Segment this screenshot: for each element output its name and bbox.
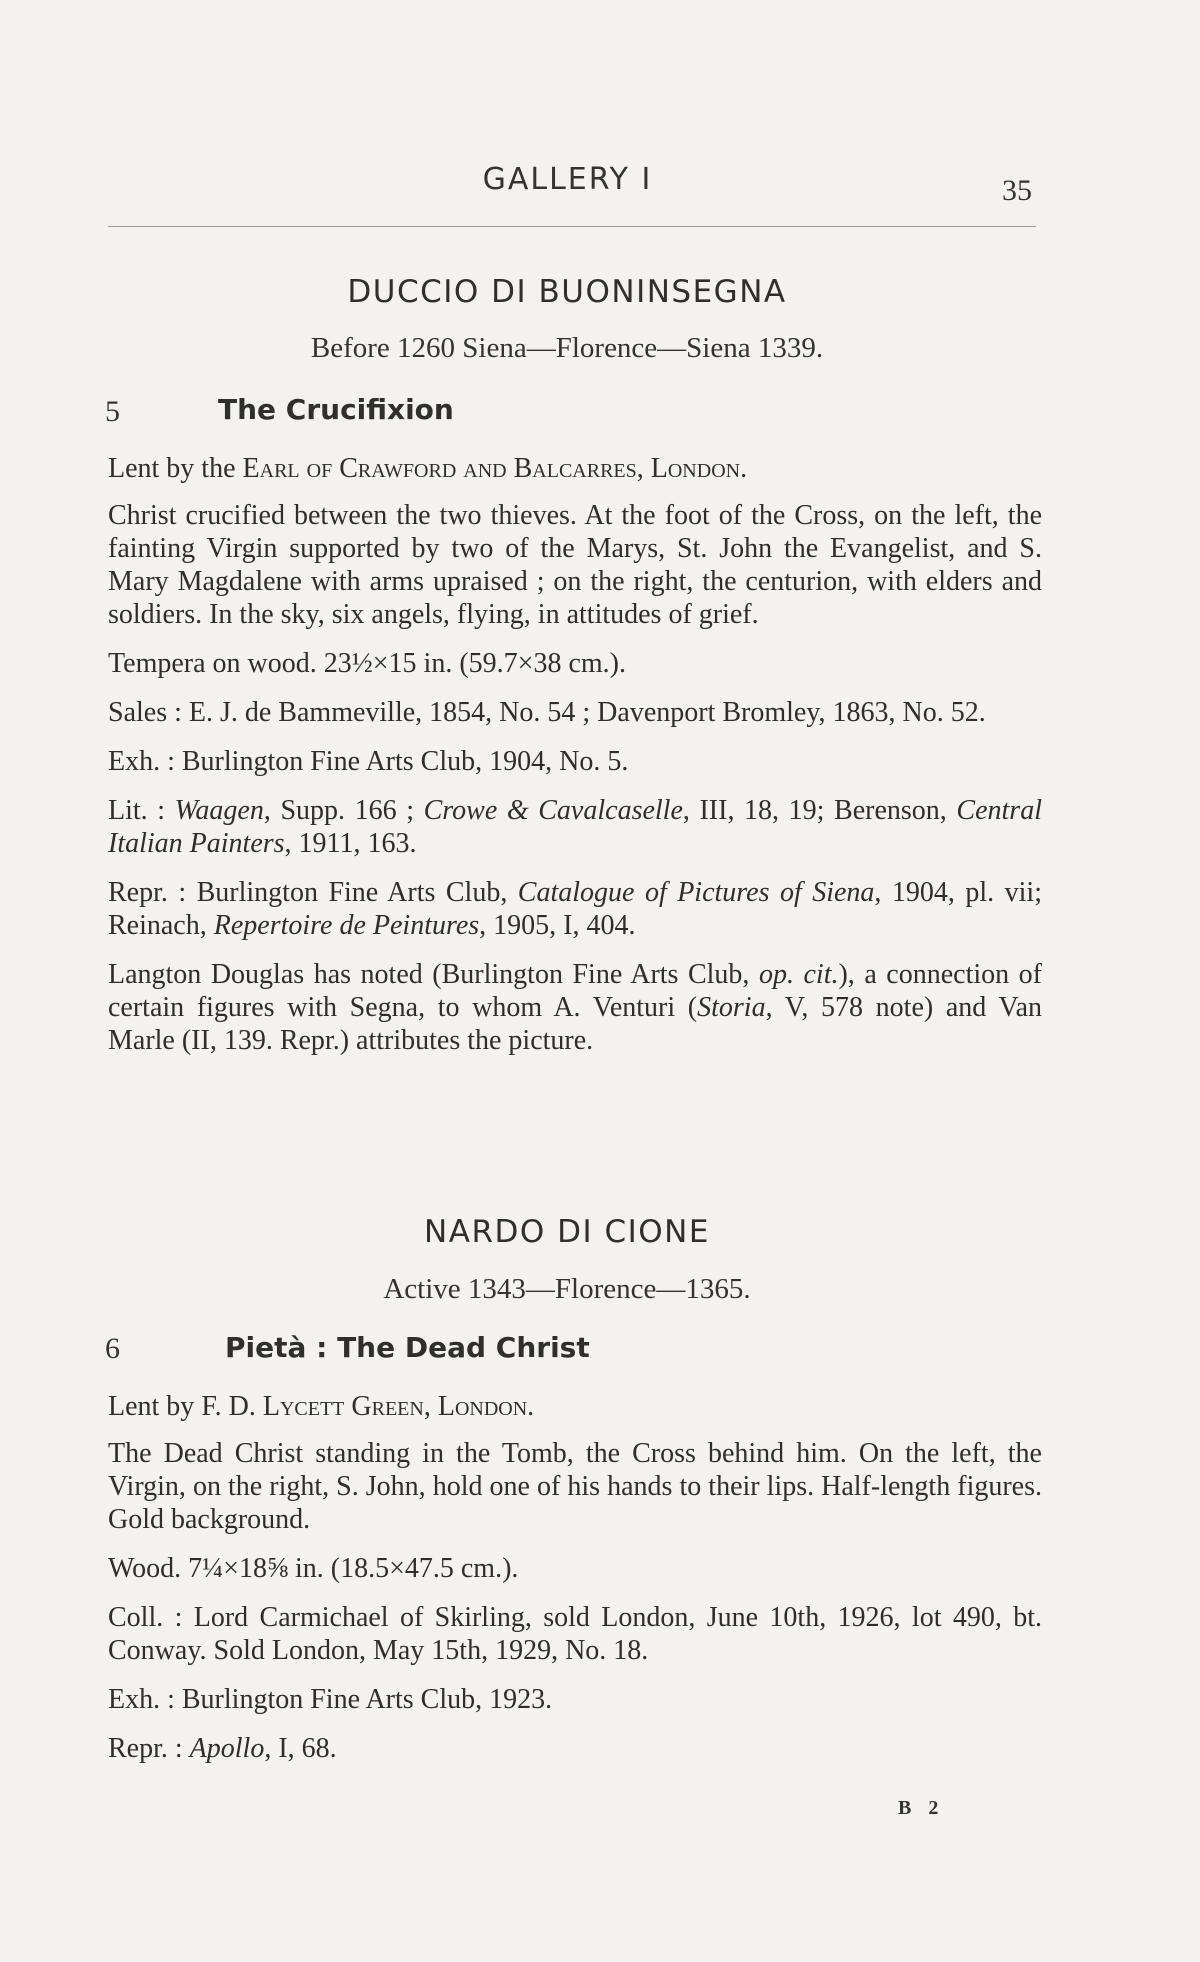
artist-name: NARDO DI CIONE (424, 1214, 710, 1250)
artist-dates: Before 1260 Siena—Florence—Siena 1339. (310, 332, 824, 364)
lender-name: F. D. Lycett Green, London. (201, 1391, 535, 1422)
running-head (0, 162, 1200, 207)
description: Christ crucified between the two thieves. At the foot of the Cross, on the left, the fainting Virgin supported by two of the Marys, St. John the Evangelist, and S. Mary Magdalene with arms upraised ; on the right, the centurion, with elders and soldiers. In the sky, six angels, flying, in attitudes of grief. (108, 500, 1042, 630)
page-number: 35 (1002, 174, 1032, 207)
entry-number: 5 (105, 395, 120, 428)
literature: Lit. : Waagen, Supp. 166 ; Crowe & Cavalcaselle, III, 18, 19; Berenson, Central Italian Painters, 1911, 163. (108, 795, 1042, 859)
lender-line: Lent by F. D. Lycett Green, London. (108, 1391, 535, 1422)
exhibited: Exh. : Burlington Fine Arts Club, 1923. (108, 1684, 553, 1715)
header-rule (108, 226, 1036, 227)
reproductions: Repr. : Apollo, I, 68. (108, 1733, 337, 1764)
medium: Tempera on wood. 23½×15 in. (59.7×38 cm.). (108, 648, 626, 679)
entry-title: The Crucifixion (218, 393, 454, 426)
entry-title: Pietà : The Dead Christ (225, 1331, 590, 1364)
entry-details (108, 452, 1042, 1057)
reproductions: Repr. : Burlington Fine Arts Club, Catalogue of Pictures of Siena, 1904, pl. vii; Reinach, Repertoire de Peintures, 1905, I, 404. (108, 877, 1042, 941)
exhibited: Exh. : Burlington Fine Arts Club, 1904, No. 5. (108, 746, 629, 777)
artist-name: DUCCIO DI BUONINSEGNA (347, 274, 787, 310)
artist-dates: Active 1343—Florence—1365. (383, 1273, 751, 1305)
note: Langton Douglas has noted (Burlington Fine Arts Club, op. cit.), a connection of certain figures with Segna, to whom A. Venturi (Storia, V, 578 note) and Van Marle (II, 139. Repr.) attributes the picture. (108, 959, 1043, 1056)
signature-mark: B 2 (898, 1797, 945, 1819)
description: The Dead Christ standing in the Tomb, the Cross behind him. On the left, the Virgin, on the right, S. John, hold one of his hands to their lips. Half-length figures. Gold background. (108, 1438, 1042, 1535)
gallery-heading: GALLERY I (482, 162, 653, 197)
entry-details (108, 1390, 1042, 1765)
collection: Coll. : Lord Carmichael of Skirling, sold London, June 10th, 1926, lot 490, bt. Conway. Sold London, May 15th, 1929, No. 18. (108, 1602, 1042, 1666)
lender-line: Lent by the Earl of Crawford and Balcarres, London. (108, 453, 748, 484)
entry-number: 6 (105, 1332, 120, 1365)
lender-name: Earl of Crawford and Balcarres, London. (242, 453, 748, 484)
sales: Sales : E. J. de Bammeville, 1854, No. 54 ; Davenport Bromley, 1863, No. 52. (108, 697, 986, 728)
medium: Wood. 7¼×18⅝ in. (18.5×47.5 cm.). (108, 1553, 519, 1584)
